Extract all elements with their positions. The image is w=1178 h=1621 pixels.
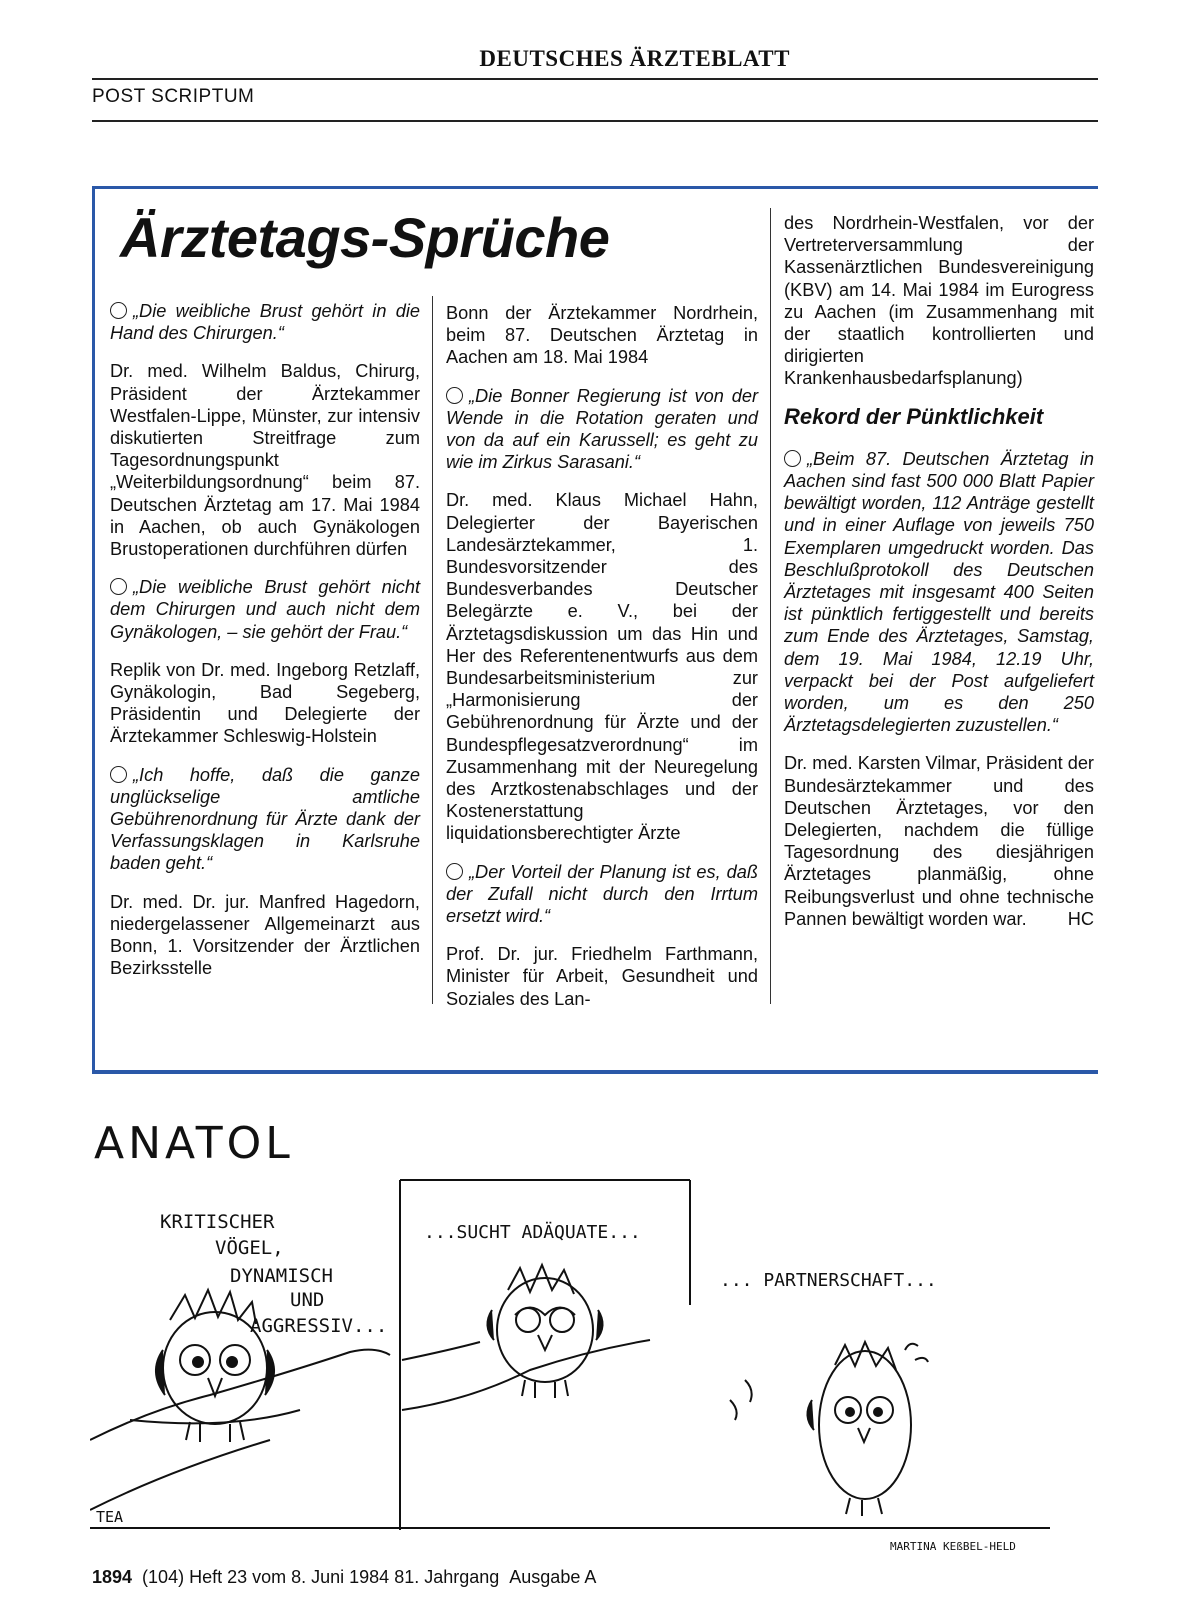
artist-initials: TEA: [96, 1508, 124, 1526]
page-footer: [92, 1567, 606, 1588]
edition: Ausgabe A: [509, 1567, 597, 1587]
quote: „Ich hoffe, daß die ganze unglückselige amtliche Gebührenordnung für Ärzte dank der Verfassungsklagen in Karlsruhe baden geht.“: [110, 764, 420, 874]
comic-strip: [90, 1110, 1100, 1550]
attribution: Dr. med. Karsten Vilmar, Präsident der Bundesärztekammer und des Deutschen Ärztetages, vor den Delegierten, nachdem die füllige Tagesordnung des diesjährigen Ärztetages planmäßig, ohne Reibungsverlust und ohne technische Pannen bewältigt worden war. HC: [784, 753, 1094, 929]
svg-text:UND: UND: [290, 1289, 325, 1311]
attribution: des Nordrhein-Westfalen, vor der Vertreterversammlung der Kassenärztlichen Bundesvereinigung (KBV) am 14. Mai 1984 im Eurogress zu Aachen (im Zusammenhang mit der staatlich kontrollierten und dirigierten Krankenhausbedarfsplanung): [784, 213, 1094, 389]
attribution: Replik von Dr. med. Ingeborg Retzlaff, Gynäkologin, Bad Segeberg, Präsidentin und Delegierte der Ärztekammer Schleswig-Holstein: [110, 659, 420, 747]
quote: „Beim 87. Deutschen Ärztetag in Aachen sind fast 500 000 Blatt Papier bewältigt worden, 112 Anträge gestellt und in einer Auflage von jeweils 750 Exemplaren umgedruckt worden. Das Beschlußprotokoll des Deutschen Ärztetages mit insgesamt 400 Seiten ist pünktlich fertiggestellt und bereits zum Ende des Ärztetages, Samstag, dem 19. Mai 1984, 12.19 Uhr, verpackt bei der Post aufgeliefert worden, um es den 250 Ärztetagsdelegierten zuzustellen.“: [784, 448, 1094, 736]
panel-2-speech: ...SUCHT ADÄQUATE...: [424, 1222, 641, 1243]
quote: „Die weibliche Brust gehört nicht dem Chirurgen und auch nicht dem Gynäkologen, – sie gehört der Frau.“: [110, 577, 420, 642]
issue-info: (104) Heft 23 vom 8. Juni 1984 81. Jahrgang: [142, 1567, 500, 1587]
owl-illustration: [730, 1342, 928, 1516]
attribution: Dr. med. Wilhelm Baldus, Chirurg, Präsident der Ärztekammer Westfalen-Lippe, Münster, zur intensiv diskutierten Streitfrage zum Tagesordnungspunkt „Weiterbildungsordnung“ beim 87. Deutschen Ärztetag am 17. Mai 1984 in Aachen, ob auch Gynäkologen Brustoperationen durchführen dürfen: [110, 361, 420, 560]
svg-text:KRITISCHER: KRITISCHER: [160, 1211, 275, 1233]
article-headline: Ärztetags-Sprüche: [120, 206, 610, 269]
circle-bullet-icon: [784, 450, 801, 467]
attribution: Bonn der Ärztekammer Nordrhein, beim 87. Deutschen Ärztetag in Aachen am 18. Mai 1984: [446, 303, 758, 368]
comic-title: ANATOL: [94, 1118, 294, 1169]
masthead: [92, 44, 1098, 80]
page-number: 1894: [92, 1567, 133, 1587]
quote: „Der Vorteil der Planung ist es, daß der Zufall nicht durch den Irrtum ersetzt wird.“: [446, 861, 758, 927]
attribution: Dr. med. Dr. jur. Manfred Hagedorn, niedergelassener Allgemeinarzt aus Bonn, 1. Vorsitzender der Ärztlichen Bezirksstelle: [110, 891, 420, 979]
circle-bullet-icon: [446, 863, 463, 880]
attribution: Dr. med. Klaus Michael Hahn, Delegierter der Bayerischen Landesärztekammer, 1. Bundesvorsitzender des Bundesverbandes Deutscher Belegärzte e. V., bei der Ärztetagsdiskussion um das Hin und Her des Referentenentwurfs aus dem Bundesarbeitsministerium zur „Harmonisierung der Gebührenordnung für Ärzte und der Bundespflegesatzverordnung“ im Zusammenhang mit der Neuregelung des Arztkostenabschlages und der Kostenerstattung liquidationsberechtigter Ärzte: [446, 490, 758, 844]
article-column-1: [110, 300, 420, 995]
column-rule: [770, 208, 771, 1004]
article-column-3: [784, 212, 1094, 946]
section-label: POST SCRIPTUM: [92, 86, 1098, 122]
svg-text:VÖGEL,: VÖGEL,: [215, 1237, 284, 1259]
owl-illustration: [402, 1265, 650, 1410]
article-column-2: [446, 302, 758, 1026]
svg-text:DYNAMISCH: DYNAMISCH: [230, 1265, 333, 1287]
circle-bullet-icon: [110, 578, 127, 595]
circle-bullet-icon: [446, 387, 463, 404]
quote: „Die weibliche Brust gehört in die Hand des Chirurgen.“: [110, 301, 420, 344]
circle-bullet-icon: [110, 766, 127, 783]
artist-credit: MARTINA KEßBEL-HELD: [890, 1540, 1016, 1550]
column-rule: [432, 296, 433, 1004]
circle-bullet-icon: [110, 302, 127, 319]
quote: „Die Bonner Regierung ist von der Wende in die Rotation geraten und von da auf ein Karussell; es geht zu wie im Zirkus Sarasani.“: [446, 385, 758, 473]
panel-3-speech: ... PARTNERSCHAFT...: [720, 1270, 937, 1291]
subheading: Rekord der Pünktlichkeit: [784, 403, 1044, 429]
svg-text:AGGRESSIV...: AGGRESSIV...: [250, 1315, 388, 1337]
journal-title: DEUTSCHES ÄRZTEBLATT: [479, 46, 790, 71]
author-signature: HC: [1067, 908, 1094, 929]
attribution: Prof. Dr. jur. Friedhelm Farthmann, Minister für Arbeit, Gesundheit und Soziales des Lan-: [446, 944, 758, 1009]
